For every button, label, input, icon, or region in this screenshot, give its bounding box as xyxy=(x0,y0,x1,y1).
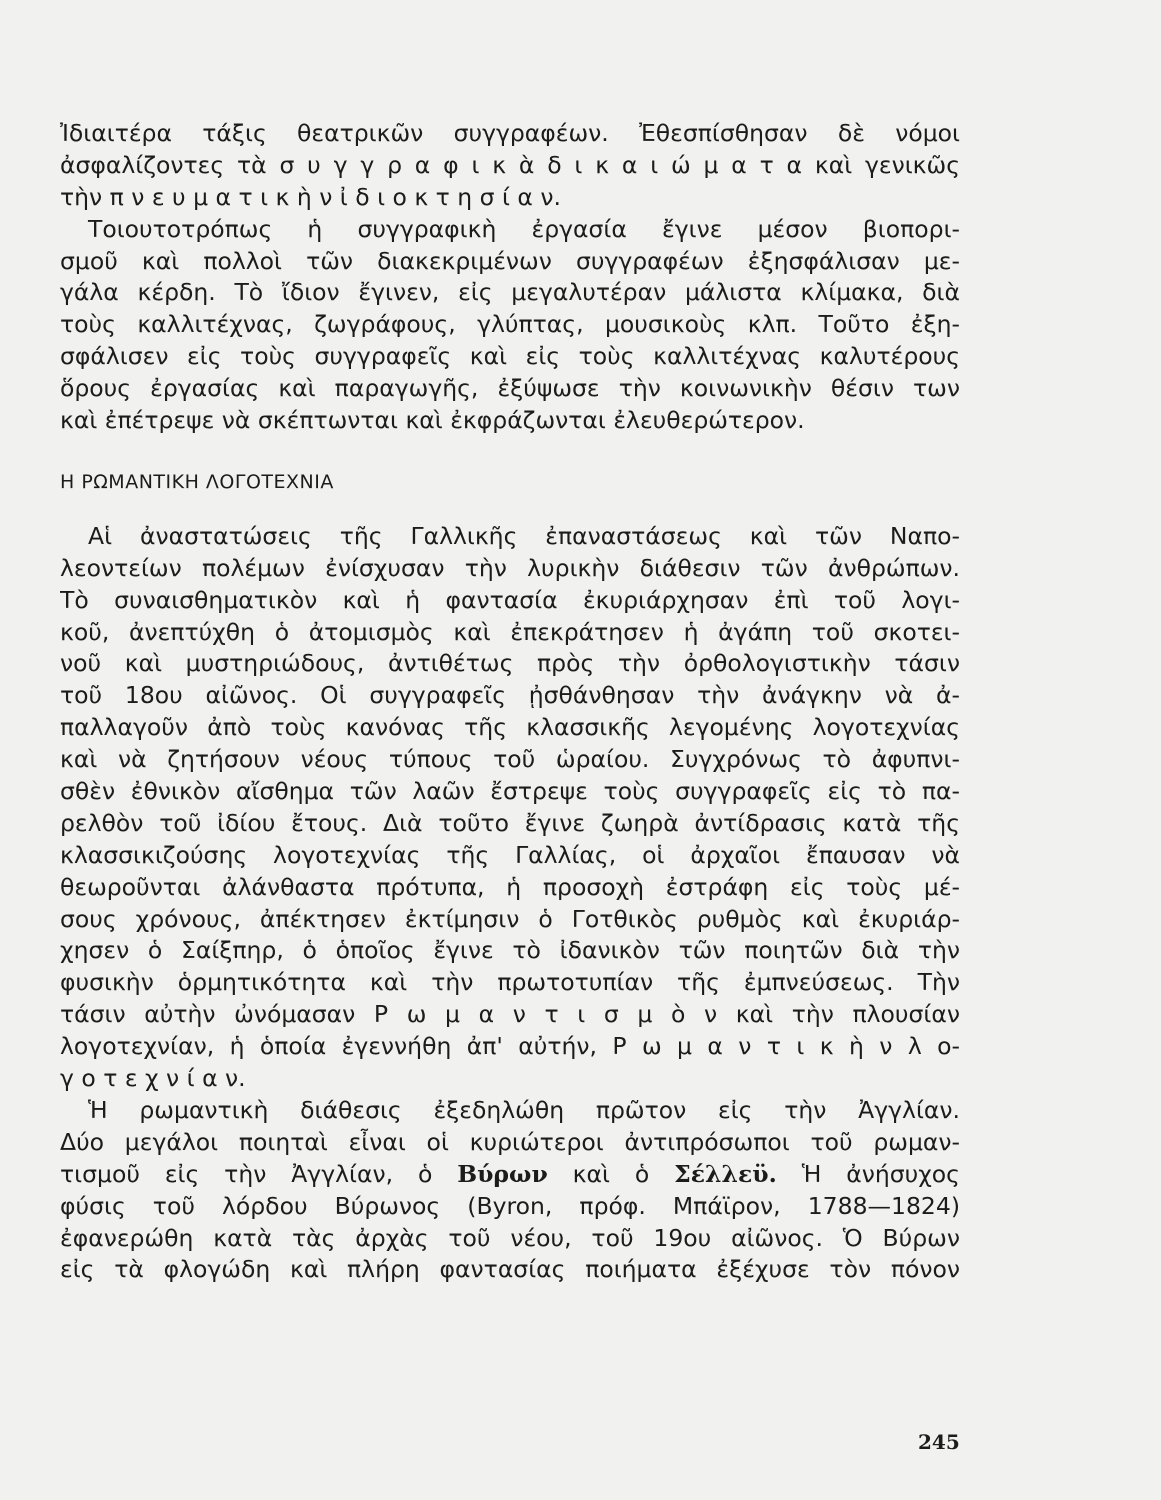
section-title: Η ΡΩΜΑΝΤΙΚΗ ΛΟΓΟΤΕΧΝΙΑ xyxy=(60,470,334,493)
text-line: κλασσικιζούσης λογοτεχνίας τῆς Γαλλίας, οἱ ἀρχαῖοι ἔπαυσαν νὰ xyxy=(60,840,960,869)
text-line: λογοτεχνίαν, ἡ ὁποία ἐγεννήθη ἀπ' αὐτήν, Ρ ω μ α ν τ ι κ ὴ ν λ ο- xyxy=(60,1032,960,1061)
text-line: νοῦ καὶ μυστηριώδους, ἀντιθέτως πρὸς τὴν ὀρθολογιστικὴν τάσιν xyxy=(60,649,960,678)
text-line: κοῦ, ἀνεπτύχθη ὁ ἀτομισμὸς καὶ ἐπεκράτησεν ἡ ἀγάπη τοῦ σκοτει- xyxy=(60,617,960,646)
intro-paragraph xyxy=(60,118,960,214)
text-line: τὴν π ν ε υ μ α τ ι κ ὴ ν ἰ δ ι ο κ τ η σ ί α ν. xyxy=(60,182,561,211)
text-line: ὅρους ἐργασίας καὶ παραγωγῆς, ἐξύψωσε τὴν κοινωνικὴν θέσιν των xyxy=(60,374,960,403)
text-line: Ἰδιαιτέρα τάξις θεατρικῶν συγγραφέων. Ἐθεσπίσθησαν δὲ νόμοι xyxy=(60,119,960,147)
text-line: σους χρόνους, ἀπέκτησεν ἐκτίμησιν ὁ Γοτθικὸς ρυθμὸς καὶ ἐκυριάρ- xyxy=(60,904,960,933)
text-line: εἰς τὰ φλογώδη καὶ πλήρη φαντασίας ποιήματα ἐξέχυσε τὸν πόνον xyxy=(60,1255,960,1284)
text-line-with-names xyxy=(60,1159,960,1191)
text-line: φυσικὴν ὁρμητικότητα καὶ τὴν πρωτοτυπίαν τῆς ἐμπνεύσεως. Τὴν xyxy=(60,968,960,997)
text-fragment: καὶ ὁ xyxy=(572,1159,650,1188)
text-line: σμοῦ καὶ πολλοὶ τῶν διακεκριμένων συγγραφέων ἐξησφάλισαν με- xyxy=(60,246,960,275)
name-byron: Βύρων xyxy=(457,1159,548,1188)
text-fragment: Ἡ ἀνήσυχος xyxy=(801,1159,960,1188)
text-line: παλλαγοῦν ἀπὸ τοὺς κανόνας τῆς κλασσικῆς λεγομένης λογοτεχνίας xyxy=(60,713,960,742)
text-line: λεοντείων πολέμων ἐνίσχυσαν τὴν λυρικὴν διάθεσιν τῶν ἀνθρώπων. xyxy=(60,553,960,582)
text-line: θεωροῦνται ἀλάνθαστα πρότυπα, ἡ προσοχὴ ἐστράφη εἰς τοὺς μέ- xyxy=(60,872,960,901)
section-heading xyxy=(60,467,960,497)
text-line: γ ο τ ε χ ν ί α ν. xyxy=(60,1064,246,1093)
text-line: καὶ νὰ ζητήσουν νέους τύπους τοῦ ὡραίου. Συγχρόνως τὸ ἀφυπνι- xyxy=(60,745,960,774)
paragraph-writing-profession xyxy=(60,214,960,437)
book-page xyxy=(60,118,960,1286)
text-line: Αἱ ἀναστατώσεις τῆς Γαλλικῆς ἐπαναστάσεως καὶ τῶν Ναπο- xyxy=(88,521,960,550)
text-line: γάλα κέρδη. Τὸ ἴδιον ἔγινεν, εἰς μεγαλυτέραν μάλιστα κλίμακα, διὰ xyxy=(60,278,960,307)
page-number: 245 xyxy=(918,1430,960,1454)
text-line: ρελθὸν τοῦ ἰδίου ἔτους. Διὰ τοῦτο ἔγινε ζωηρὰ ἀντίδρασις κατὰ τῆς xyxy=(60,808,960,837)
text-line: σθὲν ἐθνικὸν αἴσθημα τῶν λαῶν ἔστρεψε τοὺς συγγραφεῖς εἰς τὸ πα- xyxy=(60,777,960,806)
text-line: τοῦ 18ου αἰῶνος. Οἱ συγγραφεῖς ᾐσθάνθησαν τὴν ἀνάγκην νὰ ἀ- xyxy=(60,681,960,710)
text-line: τάσιν αὐτὴν ὠνόμασαν Ρ ω μ α ν τ ι σ μ ὸ ν καὶ τὴν πλουσίαν xyxy=(60,1000,960,1029)
paragraph-england xyxy=(60,1095,960,1286)
name-shelley: Σέλλεϋ. xyxy=(674,1159,777,1188)
text-line: Δύο μεγάλοι ποιηταὶ εἶναι οἱ κυριώτεροι ἀντιπρόσωποι τοῦ ρωμαν- xyxy=(60,1127,960,1156)
text-line: ἀσφαλίζοντες τὰ σ υ γ γ ρ α φ ι κ ὰ δ ι κ α ι ώ μ α τ α καὶ γενικῶς xyxy=(60,150,960,179)
text-line: χησεν ὁ Σαίξπηρ, ὁ ὁποῖος ἔγινε τὸ ἰδανικὸν τῶν ποιητῶν διὰ τὴν xyxy=(60,936,960,965)
paragraph-romanticism xyxy=(60,521,960,1095)
text-line: Ἡ ρωμαντικὴ διάθεσις ἐξεδηλώθη πρῶτον εἰς τὴν Ἀγγλίαν. xyxy=(88,1095,960,1124)
text-line: Τοιουτοτρόπως ἡ συγγραφικὴ ἐργασία ἔγινε μέσον βιοπορι- xyxy=(88,214,960,243)
text-line: Τὸ συναισθηματικὸν καὶ ἡ φαντασία ἐκυριάρχησαν ἐπὶ τοῦ λογι- xyxy=(60,585,960,614)
text-line: τοὺς καλλιτέχνας, ζωγράφους, γλύπτας, μουσικοὺς κλπ. Τοῦτο ἐξη- xyxy=(60,310,960,339)
text-fragment: τισμοῦ εἰς τὴν Ἀγγλίαν, ὁ xyxy=(60,1159,433,1188)
text-line: καὶ ἐπέτρεψε νὰ σκέπτωνται καὶ ἐκφράζωνται ἐλευθερώτερον. xyxy=(60,406,805,435)
text-line: ἐφανερώθη κατὰ τὰς ἀρχὰς τοῦ νέου, τοῦ 19ου αἰῶνος. Ὁ Βύρων xyxy=(60,1223,960,1252)
text-line: σφάλισεν εἰς τοὺς συγγραφεῖς καὶ εἰς τοὺς καλλιτέχνας καλυτέρους xyxy=(60,342,960,371)
text-line: φύσις τοῦ λόρδου Βύρωνος (Byron, πρόφ. Μπάϊρον, 1788—1824) xyxy=(60,1191,960,1220)
